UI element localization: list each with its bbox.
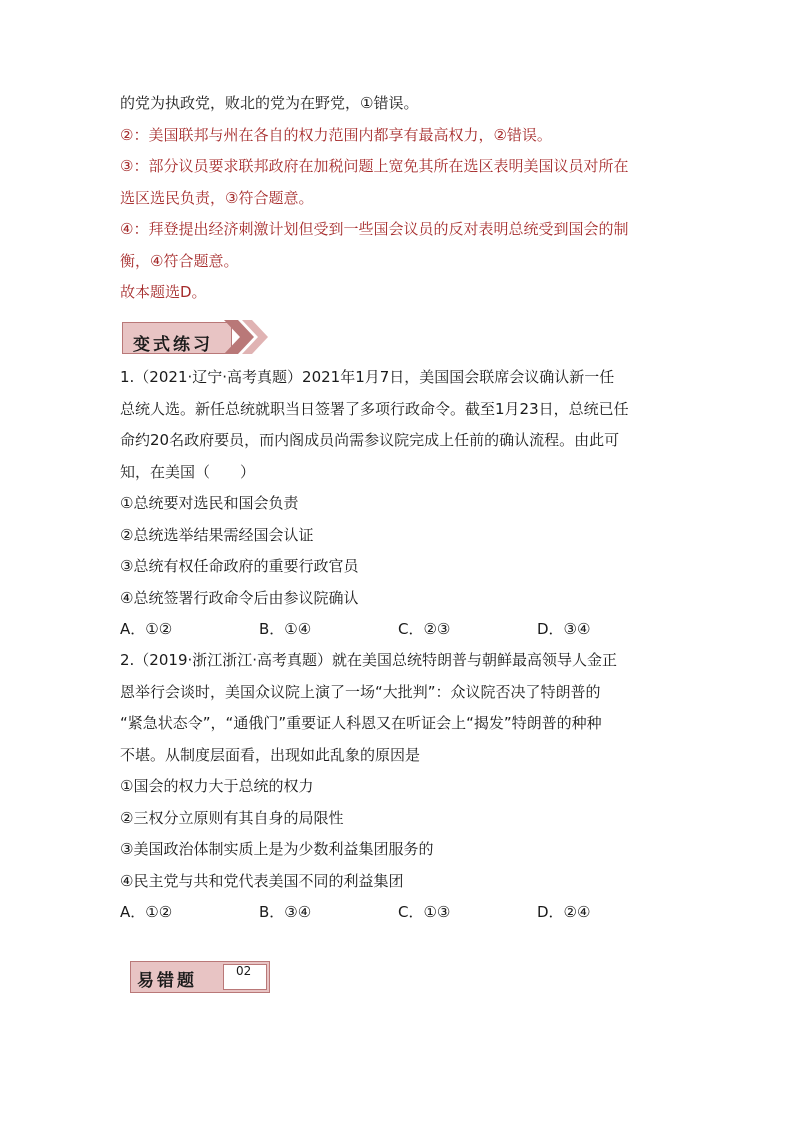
question-stem: “紧急状态令”，“通俄门”重要证人科恩又在听证会上“揭发”特朗普的种种 — [120, 714, 602, 732]
answer-line: 故本题选D。 — [120, 283, 207, 301]
question-stem: 1.（2021·辽宁·高考真题）2021年1月7日，美国国会联席会议确认新一任 — [120, 368, 615, 386]
banner-box — [122, 322, 232, 354]
option-d: D．②④ — [537, 903, 591, 921]
question-stem: 恩举行会谈时，美国众议院上演了一场“大批判”：众议院否决了特朗普的 — [120, 682, 601, 701]
section-banner-variant-practice — [120, 318, 272, 356]
statement-item: ①总统要对选民和国会负责 — [120, 494, 299, 512]
question-stem: 2.（2019·浙江浙江·高考真题）就在美国总统特朗普与朝鲜最高领导人金正 — [120, 651, 618, 669]
explanation-line: 衡，④符合题意。 — [120, 251, 239, 270]
question-stem: 知，在美国（ ） — [120, 462, 256, 481]
option-b: B．①④ — [259, 620, 312, 638]
question-1 — [120, 362, 680, 646]
explanation-block — [120, 88, 680, 309]
statement-item: ④总统签署行政命令后由参议院确认 — [120, 588, 359, 607]
option-c: C．①③ — [398, 903, 451, 921]
statement-item: ③美国政治体制实质上是为少数利益集团服务的 — [120, 840, 434, 858]
section-number-box — [223, 964, 267, 990]
section-title: 易错题 — [137, 971, 197, 991]
explanation-line: ④：拜登提出经济刺激计划但受到一些国会议员的反对表明总统受到国会的制 — [120, 220, 629, 238]
question-stem: 总统人选。新任总统就职当日签署了多项行政命令。截至1月23日，总统已任 — [120, 399, 629, 418]
section-number: 02 — [236, 964, 252, 978]
option-a: A．①② — [120, 620, 173, 638]
question-stem: 命约20名政府要员，而内阁成员尚需参议院完成上任前的确认流程。由此可 — [120, 431, 620, 449]
answer-options — [120, 897, 680, 929]
explanation-line: ③：部分议员要求联邦政府在加税问题上宽免其所在选区表明美国议员对所在 — [120, 157, 629, 175]
option-c: C．②③ — [398, 620, 451, 638]
answer-options — [120, 614, 680, 646]
statement-item: ②总统选举结果需经国会认证 — [120, 525, 314, 544]
statement-item: ①国会的权力大于总统的权力 — [120, 777, 314, 795]
explanation-line: ②：美国联邦与州在各自的权力范围内都享有最高权力，②错误。 — [120, 125, 552, 144]
section-banner-error-prone — [130, 961, 270, 993]
double-chevron-icon — [224, 318, 272, 356]
statement-item: ②三权分立原则有其自身的局限性 — [120, 808, 344, 827]
statement-item: ③总统有权任命政府的重要行政官员 — [120, 557, 359, 575]
statement-item: ④民主党与共和党代表美国不同的利益集团 — [120, 871, 404, 890]
explanation-line: 的党为执政党，败北的党为在野党，①错误。 — [120, 94, 419, 112]
question-stem: 不堪。从制度层面看，出现如此乱象的原因是 — [120, 745, 421, 764]
explanation-line: 选区选民负责，③符合题意。 — [120, 188, 314, 207]
question-2 — [120, 645, 680, 929]
option-a: A．①② — [120, 903, 173, 921]
option-b: B．③④ — [259, 903, 312, 921]
option-d: D．③④ — [537, 620, 591, 638]
section-title: 变式练习 — [133, 335, 213, 355]
